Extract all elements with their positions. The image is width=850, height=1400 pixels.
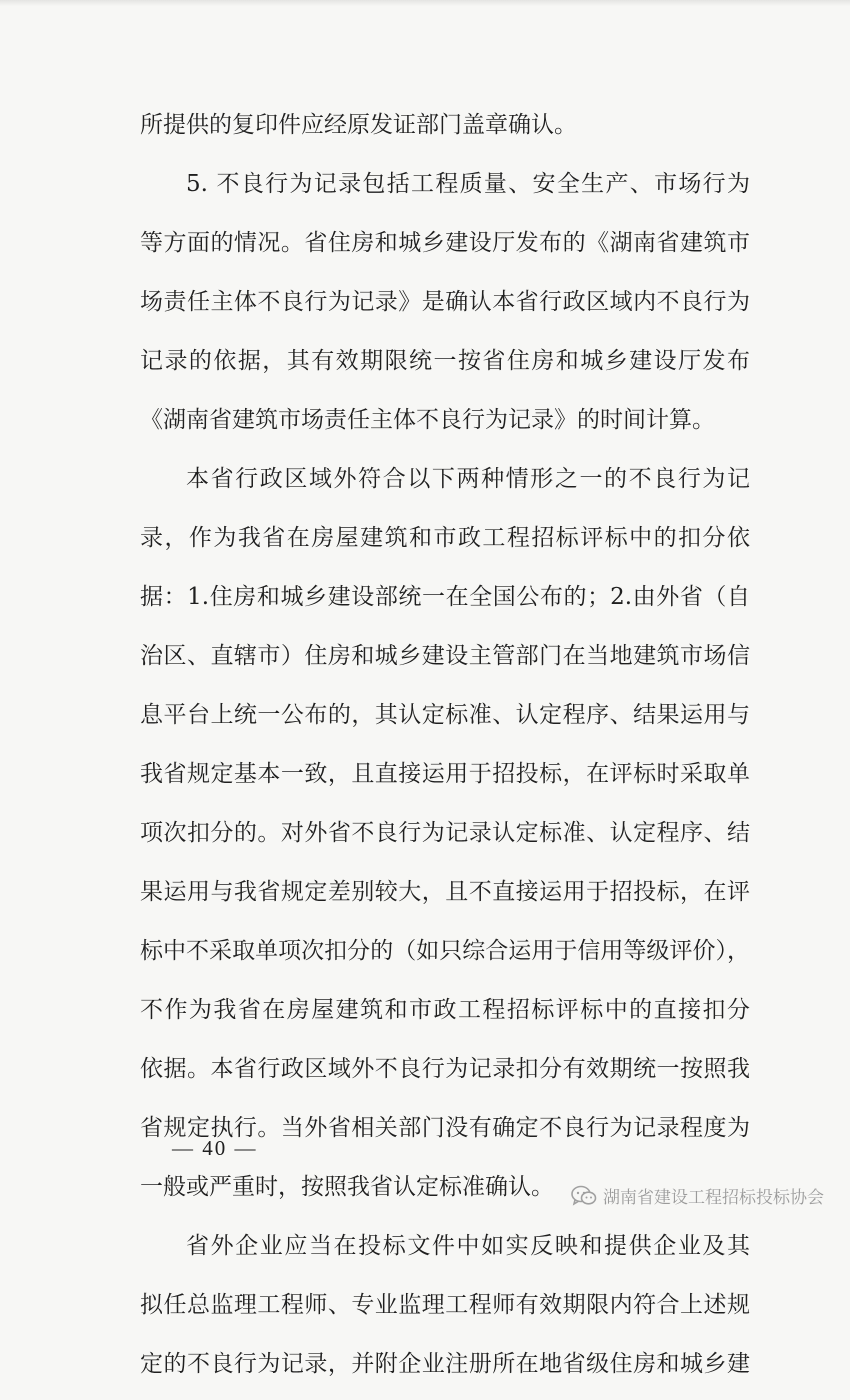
text-line: 省规定执行。当外省相关部门没有确定不良行为记录程度为: [140, 1115, 750, 1141]
text-line: 据：1.住房和城乡建设部统一在全国公布的；2.由外省（自: [140, 584, 750, 610]
text-line: 《湖南省建筑市场责任主体不良行为记录》的时间计算。: [140, 407, 715, 433]
text-line: 标中不采取单项次扣分的（如只综合运用于信用等级评价），: [140, 938, 750, 964]
text-line: 项次扣分的。对外省不良行为记录认定标准、认定程序、结: [140, 820, 750, 846]
text-line: 依据。本省行政区域外不良行为记录扣分有效期统一按照我: [140, 1056, 750, 1082]
text-line: 治区、直辖市）住房和城乡建设主管部门在当地建筑市场信: [140, 643, 750, 669]
text-line: 我省规定基本一致，且直接运用于招投标，在评标时采取单: [140, 761, 750, 787]
text-line: 省外企业应当在投标文件中如实反映和提供企业及其: [186, 1233, 750, 1259]
watermark: [571, 1183, 824, 1208]
text-line: 所提供的复印件应经原发证部门盖章确认。: [140, 112, 577, 138]
text-line: 本省行政区域外符合以下两种情形之一的不良行为记: [186, 466, 750, 492]
text-line: 不作为我省在房屋建筑和市政工程招标评标中的直接扣分: [140, 997, 750, 1023]
text-line: 定的不良行为记录，并附企业注册所在地省级住房和城乡建: [140, 1351, 750, 1377]
text-line: 记录的依据，其有效期限统一按省住房和城乡建设厅发布: [140, 348, 750, 374]
text-line: 息平台上统一公布的，其认定标准、认定程序、结果运用与: [140, 702, 750, 728]
text-line: 场责任主体不良行为记录》是确认本省行政区域内不良行为: [140, 289, 750, 315]
text-line: 拟任总监理工程师、专业监理工程师有效期限内符合上述规: [140, 1292, 750, 1318]
text-line: 一般或严重时，按照我省认定标准确认。: [140, 1174, 554, 1200]
watermark-text: 湖南省建设工程招标投标协会: [603, 1188, 824, 1208]
page-top-edge: [0, 0, 850, 6]
wechat-icon: [571, 1185, 597, 1207]
page-number: — 40 —: [172, 1136, 258, 1160]
text-line: 5. 不良行为记录包括工程质量、安全生产、市场行为: [186, 171, 750, 197]
text-line: 录，作为我省在房屋建筑和市政工程招标评标中的扣分依: [140, 525, 750, 551]
text-line: 果运用与我省规定差别较大，且不直接运用于招投标，在评: [140, 879, 750, 905]
text-line: 等方面的情况。省住房和城乡建设厅发布的《湖南省建筑市: [140, 230, 750, 256]
